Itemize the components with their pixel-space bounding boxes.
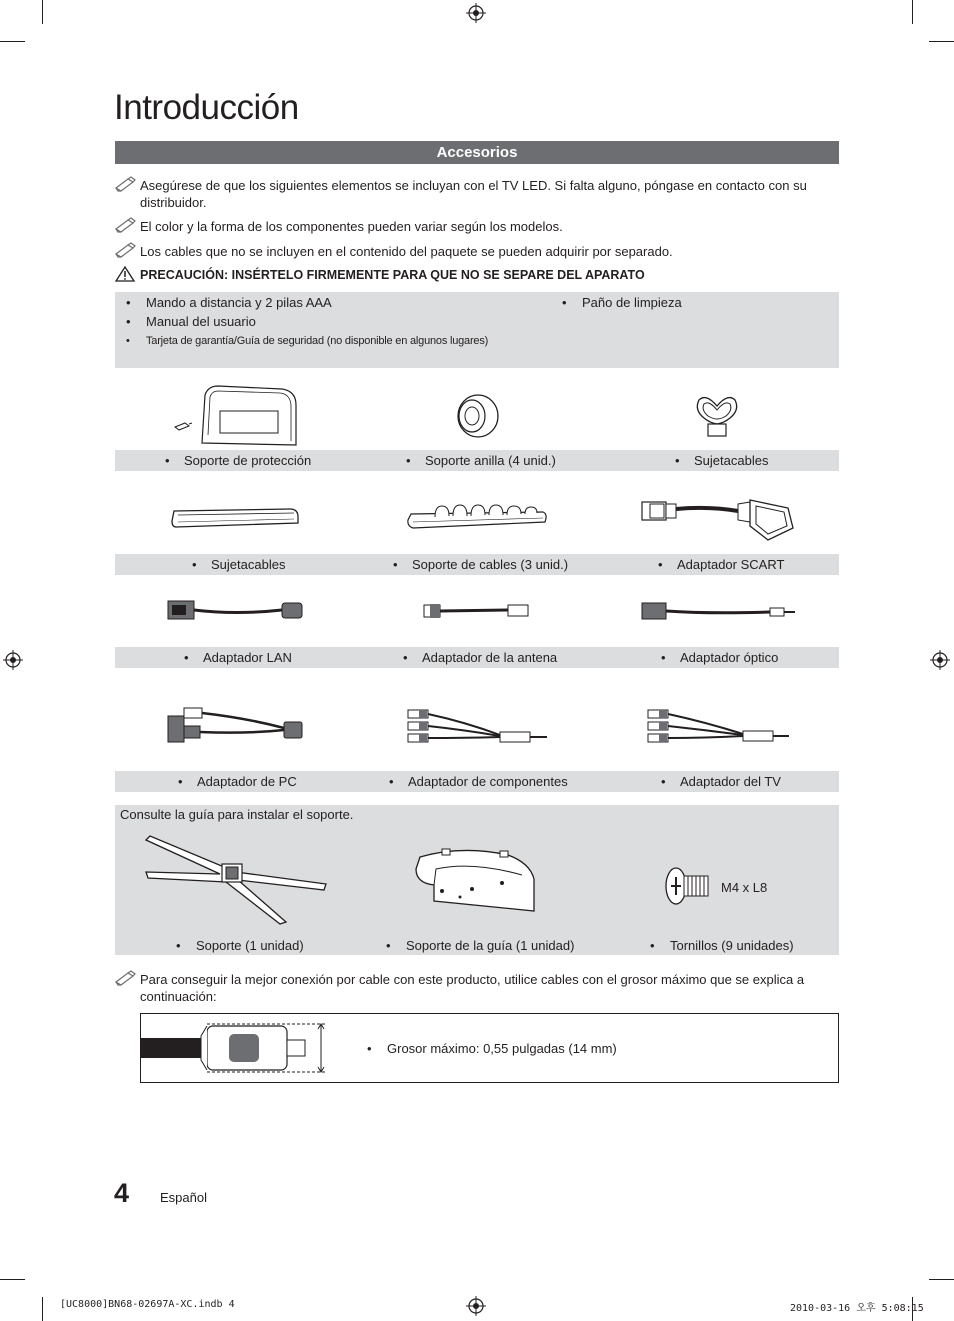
bullet-icon: • [126, 314, 131, 329]
caution-text: PRECAUCIÓN: INSÉRTELO FIRMEMENTE PARA QUE NO SE SEPARE DEL APARATO [140, 268, 645, 282]
caption-row [115, 771, 839, 792]
crop-mark [42, 1297, 43, 1321]
list-item: • Tarjeta de garantía/Guía de seguridad (no disponible en algunos lugares) [126, 335, 489, 347]
scart-adapter-illustration [638, 492, 798, 544]
cable-thickness-box [140, 1013, 839, 1083]
caption: • Adaptador de la antena [403, 647, 557, 668]
registration-mark-icon [466, 1296, 486, 1316]
bullet-icon: • [406, 453, 411, 468]
note-text: El color y la forma de los componentes pueden variar según los modelos. [140, 219, 563, 234]
caption-row [115, 647, 839, 668]
note-text: Asegúrese de que los siguientes elementos se incluyan con el TV LED. Si falta alguno, póngase en contacto con su distribuidor. [140, 178, 807, 210]
crop-mark [0, 1279, 25, 1280]
tv-adapter-illustration [645, 704, 793, 746]
note-1 [115, 177, 839, 211]
crop-mark [42, 0, 43, 24]
page-number: 4 [114, 1178, 130, 1208]
list-item: • Mando a distancia y 2 pilas AAA [126, 295, 332, 310]
bullet-icon: • [403, 650, 408, 665]
bullet-icon: • [675, 453, 680, 468]
screw-illustration [664, 866, 716, 906]
guide-stand-illustration [412, 845, 538, 915]
bullet-icon: • [192, 557, 197, 572]
cable-thickness-illustration [141, 1022, 336, 1074]
caption: • Soporte de la guía (1 unidad) [386, 938, 575, 953]
caption: • Soporte de cables (3 unid.) [393, 554, 568, 575]
cable-note [115, 971, 839, 1005]
lan-adapter-illustration [166, 597, 306, 623]
stand-intro: Consulte la guía para instalar el soporte. [120, 807, 354, 822]
cable-thickness-item: • Grosor máximo: 0,55 pulgadas (14 mm) [367, 1041, 617, 1056]
caption: • Sujetacables [192, 554, 285, 575]
cable-tie-illustration [170, 503, 302, 533]
pencil-note-icon [115, 242, 137, 258]
registration-mark-icon [466, 3, 486, 23]
caution [115, 267, 839, 284]
crop-mark [0, 41, 25, 42]
list-item: • Paño de limpieza [562, 295, 682, 310]
bullet-icon: • [661, 650, 666, 665]
pencil-note-icon [115, 176, 137, 192]
caption: • Soporte de protección [165, 450, 311, 471]
caption: • Adaptador óptico [661, 647, 778, 668]
page-title: Introducción [114, 88, 299, 127]
bullet-icon: • [661, 774, 666, 789]
ring-holder-illustration [452, 392, 500, 440]
bullet-icon: • [184, 650, 189, 665]
bullet-icon: • [389, 774, 394, 789]
antenna-adapter-illustration [422, 601, 532, 621]
bullet-icon: • [393, 557, 398, 572]
screw-label: M4 x L8 [721, 880, 768, 895]
caption: • Soporte anilla (4 unid.) [406, 450, 556, 471]
bullet-icon: • [562, 295, 567, 310]
caption: • Soporte (1 unidad) [176, 938, 304, 953]
caption: • Tornillos (9 unidades) [650, 938, 794, 953]
registration-mark-icon [3, 650, 23, 670]
cable-holder-illustration [405, 500, 550, 535]
bullet-icon: • [126, 295, 131, 310]
crop-mark [929, 41, 954, 42]
caption: • Adaptador de componentes [389, 771, 568, 792]
bullet-icon: • [176, 938, 181, 953]
caption: • Adaptador SCART [658, 554, 784, 575]
caption: • Adaptador de PC [178, 771, 297, 792]
bullet-icon: • [126, 335, 130, 347]
bullet-icon: • [386, 938, 391, 953]
pc-adapter-illustration [166, 704, 306, 746]
footer-file: [UC8000]BN68-02697A-XC.indb 4 [60, 1299, 235, 1310]
registration-mark-icon [930, 650, 950, 670]
crop-mark [912, 0, 913, 24]
page-language: Español [160, 1190, 207, 1205]
note-text: Los cables que no se incluyen en el contenido del paquete se pueden adquirir por separado. [140, 244, 673, 259]
pencil-note-icon [115, 970, 137, 986]
cable-tie-holder-illustration [692, 390, 742, 442]
bullet-icon: • [658, 557, 663, 572]
note-2 [115, 218, 839, 235]
caution-triangle-icon [115, 266, 137, 282]
caption: • Adaptador LAN [184, 647, 292, 668]
stand-illustration [142, 834, 330, 926]
section-title-bar: Accesorios [115, 141, 839, 164]
optical-adapter-illustration [640, 600, 798, 622]
caption: • Sujetacables [675, 450, 768, 471]
bullet-icon: • [178, 774, 183, 789]
bullet-icon: • [367, 1041, 372, 1056]
footer-timestamp: 2010-03-16 오후 5:08:15 [790, 1303, 924, 1314]
note-3 [115, 243, 839, 260]
component-adapter-illustration [405, 706, 550, 746]
caption-row [115, 450, 839, 471]
note-text: Para conseguir la mejor conexión por cable con este producto, utilice cables con el grosor máximo que se explica a continuación: [140, 972, 805, 1004]
crop-mark [929, 1279, 954, 1280]
caption: • Adaptador del TV [661, 771, 781, 792]
protection-bracket-illustration [170, 383, 300, 448]
pencil-note-icon [115, 217, 137, 233]
list-item: • Manual del usuario [126, 314, 256, 329]
bullet-icon: • [650, 938, 655, 953]
bullet-icon: • [165, 453, 170, 468]
caption-row [115, 554, 839, 575]
